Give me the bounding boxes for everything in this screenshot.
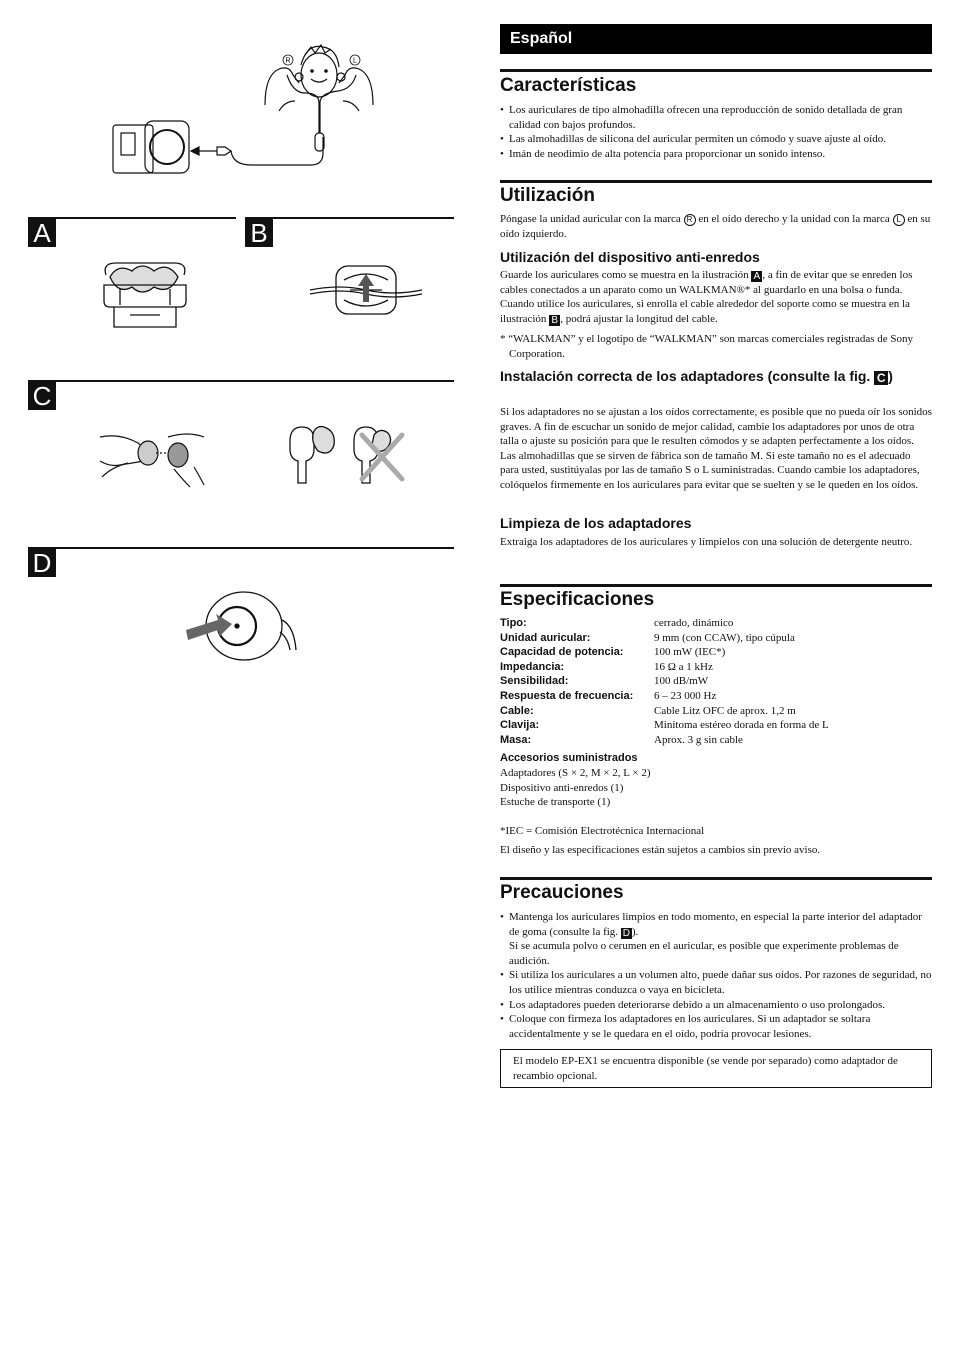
- list-item: • Imán de neodimio de alta potencia para proporcionar un sonido intenso.: [500, 147, 932, 162]
- anti-enredos-title: Utilización del dispositivo anti-enredos: [500, 249, 760, 265]
- figure-c-rule: [28, 380, 454, 382]
- instalacion-body: Si los adaptadores no se ajustan a los oídos correctamente, es posible que no pueda oír los sonidos graves. A fin de escuchar un sonido de mejor calidad, cambie los adaptadores por unos de otra talla o ajuste su posición para que le resulten cómodos y se adapten perfectamente a los oídos. Las almohadillas que se sirven de fábrica son de tamaño M. Si este tamaño no es el adecuado para usted, sustitúyalas por las de tamaño S o L suministradas. Cuando cambie los adaptadores, colóquelos firmemente en los auriculares para evitar que se suelten y se le queden en los oídos.: [500, 406, 932, 491]
- figure-a-illustration: [100, 255, 190, 335]
- list-item: • Si utiliza los auriculares a un volumen alto, puede dañar sus oídos. Por razones de seguridad, no los utilice mientras conduzca o vaya en bicicleta.: [500, 968, 932, 997]
- trademark-note: * “WALKMAN” y el logotipo de “WALKMAN” son marcas comerciales registradas de Sony Corporation.: [500, 333, 913, 360]
- caracteristicas-rule: [500, 69, 932, 72]
- right-mark: R: [285, 57, 291, 65]
- list-item: • Las almohadillas de silicona del auricular permiten un cómodo y suave ajuste al oído.: [500, 132, 932, 147]
- utilizacion-intro: Póngase la unidad auricular con la marca R en el oído derecho y la unidad con la marca L en su oído izquierdo.: [500, 213, 931, 240]
- especificaciones-rule: [500, 584, 932, 587]
- replacement-note-box: El modelo EP-EX1 se encuentra disponible (se vende por separado) como adaptador de recambio opcional.: [500, 1049, 932, 1088]
- spec-row: Impedancia: 16 Ω a 1 kHz: [500, 660, 713, 673]
- iec-note: *IEC = Comisión Electrotécnica Internacional: [500, 825, 705, 837]
- left-ear-mark: L: [893, 214, 905, 226]
- figure-a-ref: A: [751, 271, 762, 282]
- spec-row: Cable: Cable Litz OFC de aprox. 1,2 m: [500, 704, 796, 717]
- accessory-item: Dispositivo anti-enredos (1): [500, 781, 624, 794]
- figure-a-rule: [28, 217, 236, 219]
- anti-enredos-body: Guarde los auriculares como se muestra en la ilustración A , a fin de evitar que se enreden los cables conectados a un aparato como un WALKMAN®* al guardarlo en una bolsa o funda. Cuando utilice los auriculares, si enrolla el cable alrededor del soporte como se muestra en la ilustración B , podrá ajustar la longitud del cable.: [500, 269, 913, 326]
- caracteristicas-title: Características: [500, 75, 637, 96]
- precauciones-title: Precauciones: [500, 882, 624, 903]
- figure-c-correct-earbud: [286, 425, 340, 485]
- spec-row: Masa: Aprox. 3 g sin cable: [500, 733, 743, 746]
- precauciones-list: [500, 910, 932, 1041]
- utilizacion-title: Utilización: [500, 185, 596, 206]
- figure-d-illustration: [180, 588, 300, 668]
- spec-row: Sensibilidad: 100 dB/mW: [500, 675, 709, 688]
- precauciones-rule: [500, 877, 932, 880]
- list-item: • Mantenga los auriculares limpios en todo momento, en especial la parte interior del adaptador de goma (consulte la fig. D ). Si se acumula polvo o cerumen en el auricular, es posible que experimente problemas de audición.: [500, 910, 932, 968]
- list-item: • Los adaptadores pueden deteriorarse debido a un almacenamiento o uso prolongados.: [500, 998, 932, 1013]
- spec-row: Capacidad de potencia: 100 mW (IEC*): [500, 646, 726, 659]
- accessory-item: Estuche de transporte (1): [500, 796, 611, 809]
- list-item: • Los auriculares de tipo almohadilla ofrecen una reproducción de sonido detallada de gran calidad con bajos profundos.: [500, 103, 932, 132]
- left-mark: L: [353, 57, 357, 65]
- figure-b-illustration: [310, 260, 422, 320]
- accessories-title: Accesorios suministrados: [500, 752, 638, 764]
- figure-b-ref: B: [549, 315, 560, 326]
- figure-c-label: C: [28, 382, 56, 410]
- limpieza-title: Limpieza de los adaptadores: [500, 515, 692, 531]
- spec-row: Unidad auricular: 9 mm (con CCAW), tipo cúpula: [500, 631, 795, 644]
- limpieza-body: Extraiga los adaptadores de los auriculares y límpielos con una solución de detergente neutro.: [500, 536, 913, 548]
- figure-d-label: D: [28, 549, 56, 577]
- right-ear-mark: R: [684, 214, 696, 226]
- especificaciones-title: Especificaciones: [500, 589, 655, 610]
- figure-a-label: A: [28, 219, 56, 247]
- figure-b-label: B: [245, 219, 273, 247]
- figure-c-insert-illustration: [98, 425, 208, 487]
- instalacion-title: Instalación correcta de los adaptadores (consulte la fig. C ): [500, 368, 893, 385]
- spec-row: Clavija: Minitoma estéreo dorada en forma de L: [500, 719, 829, 732]
- change-note: El diseño y las especificaciones están sujetos a cambios sin previo aviso.: [500, 844, 821, 856]
- list-item: • Coloque con firmeza los adaptadores en los auriculares. Si un adaptador se soltara accidentalmente y se le quedara en el oído, podría provocar lesiones.: [500, 1012, 932, 1041]
- accessory-item: Adaptadores (S × 2, M × 2, L × 2): [500, 767, 651, 779]
- figure-c-ref: C: [874, 371, 888, 385]
- spec-row: Respuesta de frecuencia: 6 – 23 000 Hz: [500, 690, 717, 702]
- spec-row: Tipo: cerrado, dinámico: [500, 617, 734, 629]
- caracteristicas-list: [500, 103, 932, 161]
- figure-d-rule: [28, 547, 454, 549]
- figure-d-ref: D: [622, 927, 630, 939]
- language-header: Español: [500, 24, 932, 54]
- figure-b-rule: [245, 217, 454, 219]
- utilizacion-rule: [500, 180, 932, 183]
- figure-c-incorrect-earbud: [350, 425, 410, 485]
- top-illustration: [105, 35, 395, 180]
